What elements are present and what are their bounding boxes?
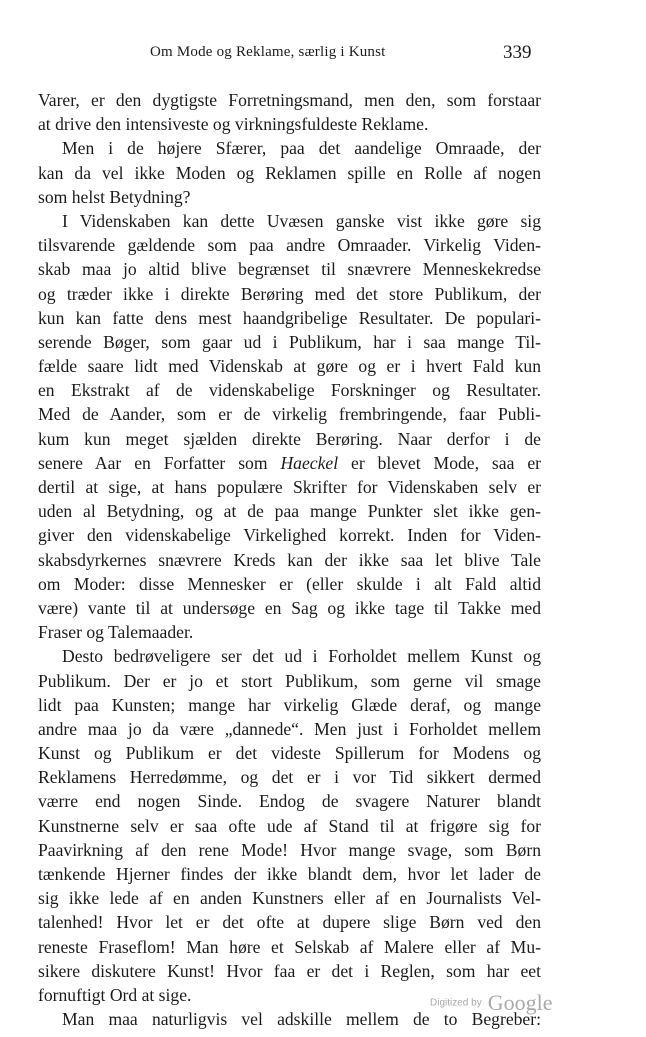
text-line: sikere diskutere Kunst! Hvor faa er det i Reglen, som har eet (38, 960, 541, 981)
text-line: serende Bøger, som gaar ud i Publikum, har i saa mange Til- (38, 331, 541, 352)
text-line: og træder ikke i direkte Berøring med det store Publikum, der (38, 283, 541, 304)
text-line: sig ikke lede af en anden Kunstners eller af en Journalists Vel- (38, 888, 541, 909)
text-line: som helst Betydning? (38, 186, 191, 207)
text-line: Man maa naturligvis vel adskille mellem de to Begreber: (62, 1009, 541, 1030)
text-line: Men i de højere Sfærer, paa det aandelige Omraade, der (62, 138, 541, 159)
text-line: senere Aar en Forfatter som Haeckel er blevet Mode, saa er (38, 452, 541, 473)
text-line: andre maa jo da være „dannede“. Men just i Forholdet mellem (38, 718, 541, 739)
text-line: skabsdyrkernes snævrere Kreds kan der ikke saa let blive Tale (38, 549, 541, 570)
text-line: kan da vel ikke Moden og Reklamen spille en Rolle af nogen (38, 162, 541, 183)
text-line: Desto bedrøveligere ser det ud i Forholdet mellem Kunst og (62, 646, 541, 667)
text-line: Reklamens Herredømme, og det er i vor Tid sikkert dermed (38, 767, 541, 788)
digitized-by-watermark (430, 990, 552, 1016)
text-line: lidt paa Kunsten; mange har virkelig Glæde deraf, og mange (38, 694, 541, 715)
google-logo: Google (487, 990, 553, 1015)
text-line: værre end nogen Sinde. Endog de svagere Naturer blandt (38, 791, 541, 812)
page-number: 339 (503, 42, 532, 63)
text-line: Kunst og Publikum er det videste Spillerum for Modens og (38, 743, 541, 764)
text-line: I Videnskaben kan dette Uvæsen ganske vist ikke gøre sig (62, 210, 541, 231)
text-line: giver den videnskabelige Virkelighed korrekt. Inden for Viden- (38, 525, 541, 546)
text-line: om Moder: disse Mennesker er (eller skulde i alt Fald altid (38, 573, 541, 594)
text-line: Varer, er den dygtigste Forretningsmand, men den, som forstaar (38, 90, 541, 110)
text-line: kum kun meget sjælden direkte Berøring. Naar derfor i de (38, 428, 541, 449)
text-line: fælde saare lidt med Videnskab at gøre og er i hvert Fald kun (38, 356, 541, 377)
italic-name: Haeckel (280, 452, 339, 473)
text-line: en Ekstrakt af de videnskabelige Forskninger og Resultater. (38, 380, 541, 401)
body-text (38, 88, 541, 1031)
text-line: Paavirkning af den rene Mode! Hvor mange svage, som Børn (38, 839, 541, 860)
text-line: at drive den intensiveste og virkningsfuldeste Reklame. (38, 114, 429, 135)
text-line: uden al Betydning, og at de paa mange Punkter slet ikke gen- (38, 501, 541, 522)
text-line: talenhed! Hvor let er det ofte at dupere slige Børn ved den (38, 912, 541, 933)
text-line: tilsvarende gældende som paa andre Omraader. Virkelig Viden- (38, 235, 541, 256)
text-line: dertil at sige, at hans populære Skrifter for Videnskaben selv er (38, 477, 541, 497)
text-line: Publikum. Der er jo et stort Publikum, som gerne vil smage (38, 670, 541, 691)
text-line: skab maa jo altid blive begrænset til snævrere Menneskekredse (38, 259, 541, 280)
text-line: tænkende Hjerner findes der ikke blandt dem, hvor let lader de (38, 864, 541, 884)
text-line: Med de Aander, som er de virkelig frembringende, faar Publi- (38, 404, 541, 425)
running-head: Om Mode og Reklame, særlig i Kunst (150, 44, 386, 60)
text-line: være) vante til at undersøge en Sag og ikke tage til Takke med (38, 597, 541, 618)
text-line: fornuftigt Ord at sige. (38, 984, 192, 1005)
text-line: Kunstnerne selv er saa ofte ude af Stand til at frigøre sig for (38, 815, 541, 836)
text-line: Fraser og Talemaader. (38, 622, 194, 643)
watermark-prefix: Digitized by (430, 997, 482, 1009)
text-line: reneste Fraseflom! Man høre et Selskab af Malere eller af Mu- (38, 936, 541, 957)
text-line: kun kan fatte dens mest haandgribelige Resultater. De populari- (38, 307, 541, 328)
